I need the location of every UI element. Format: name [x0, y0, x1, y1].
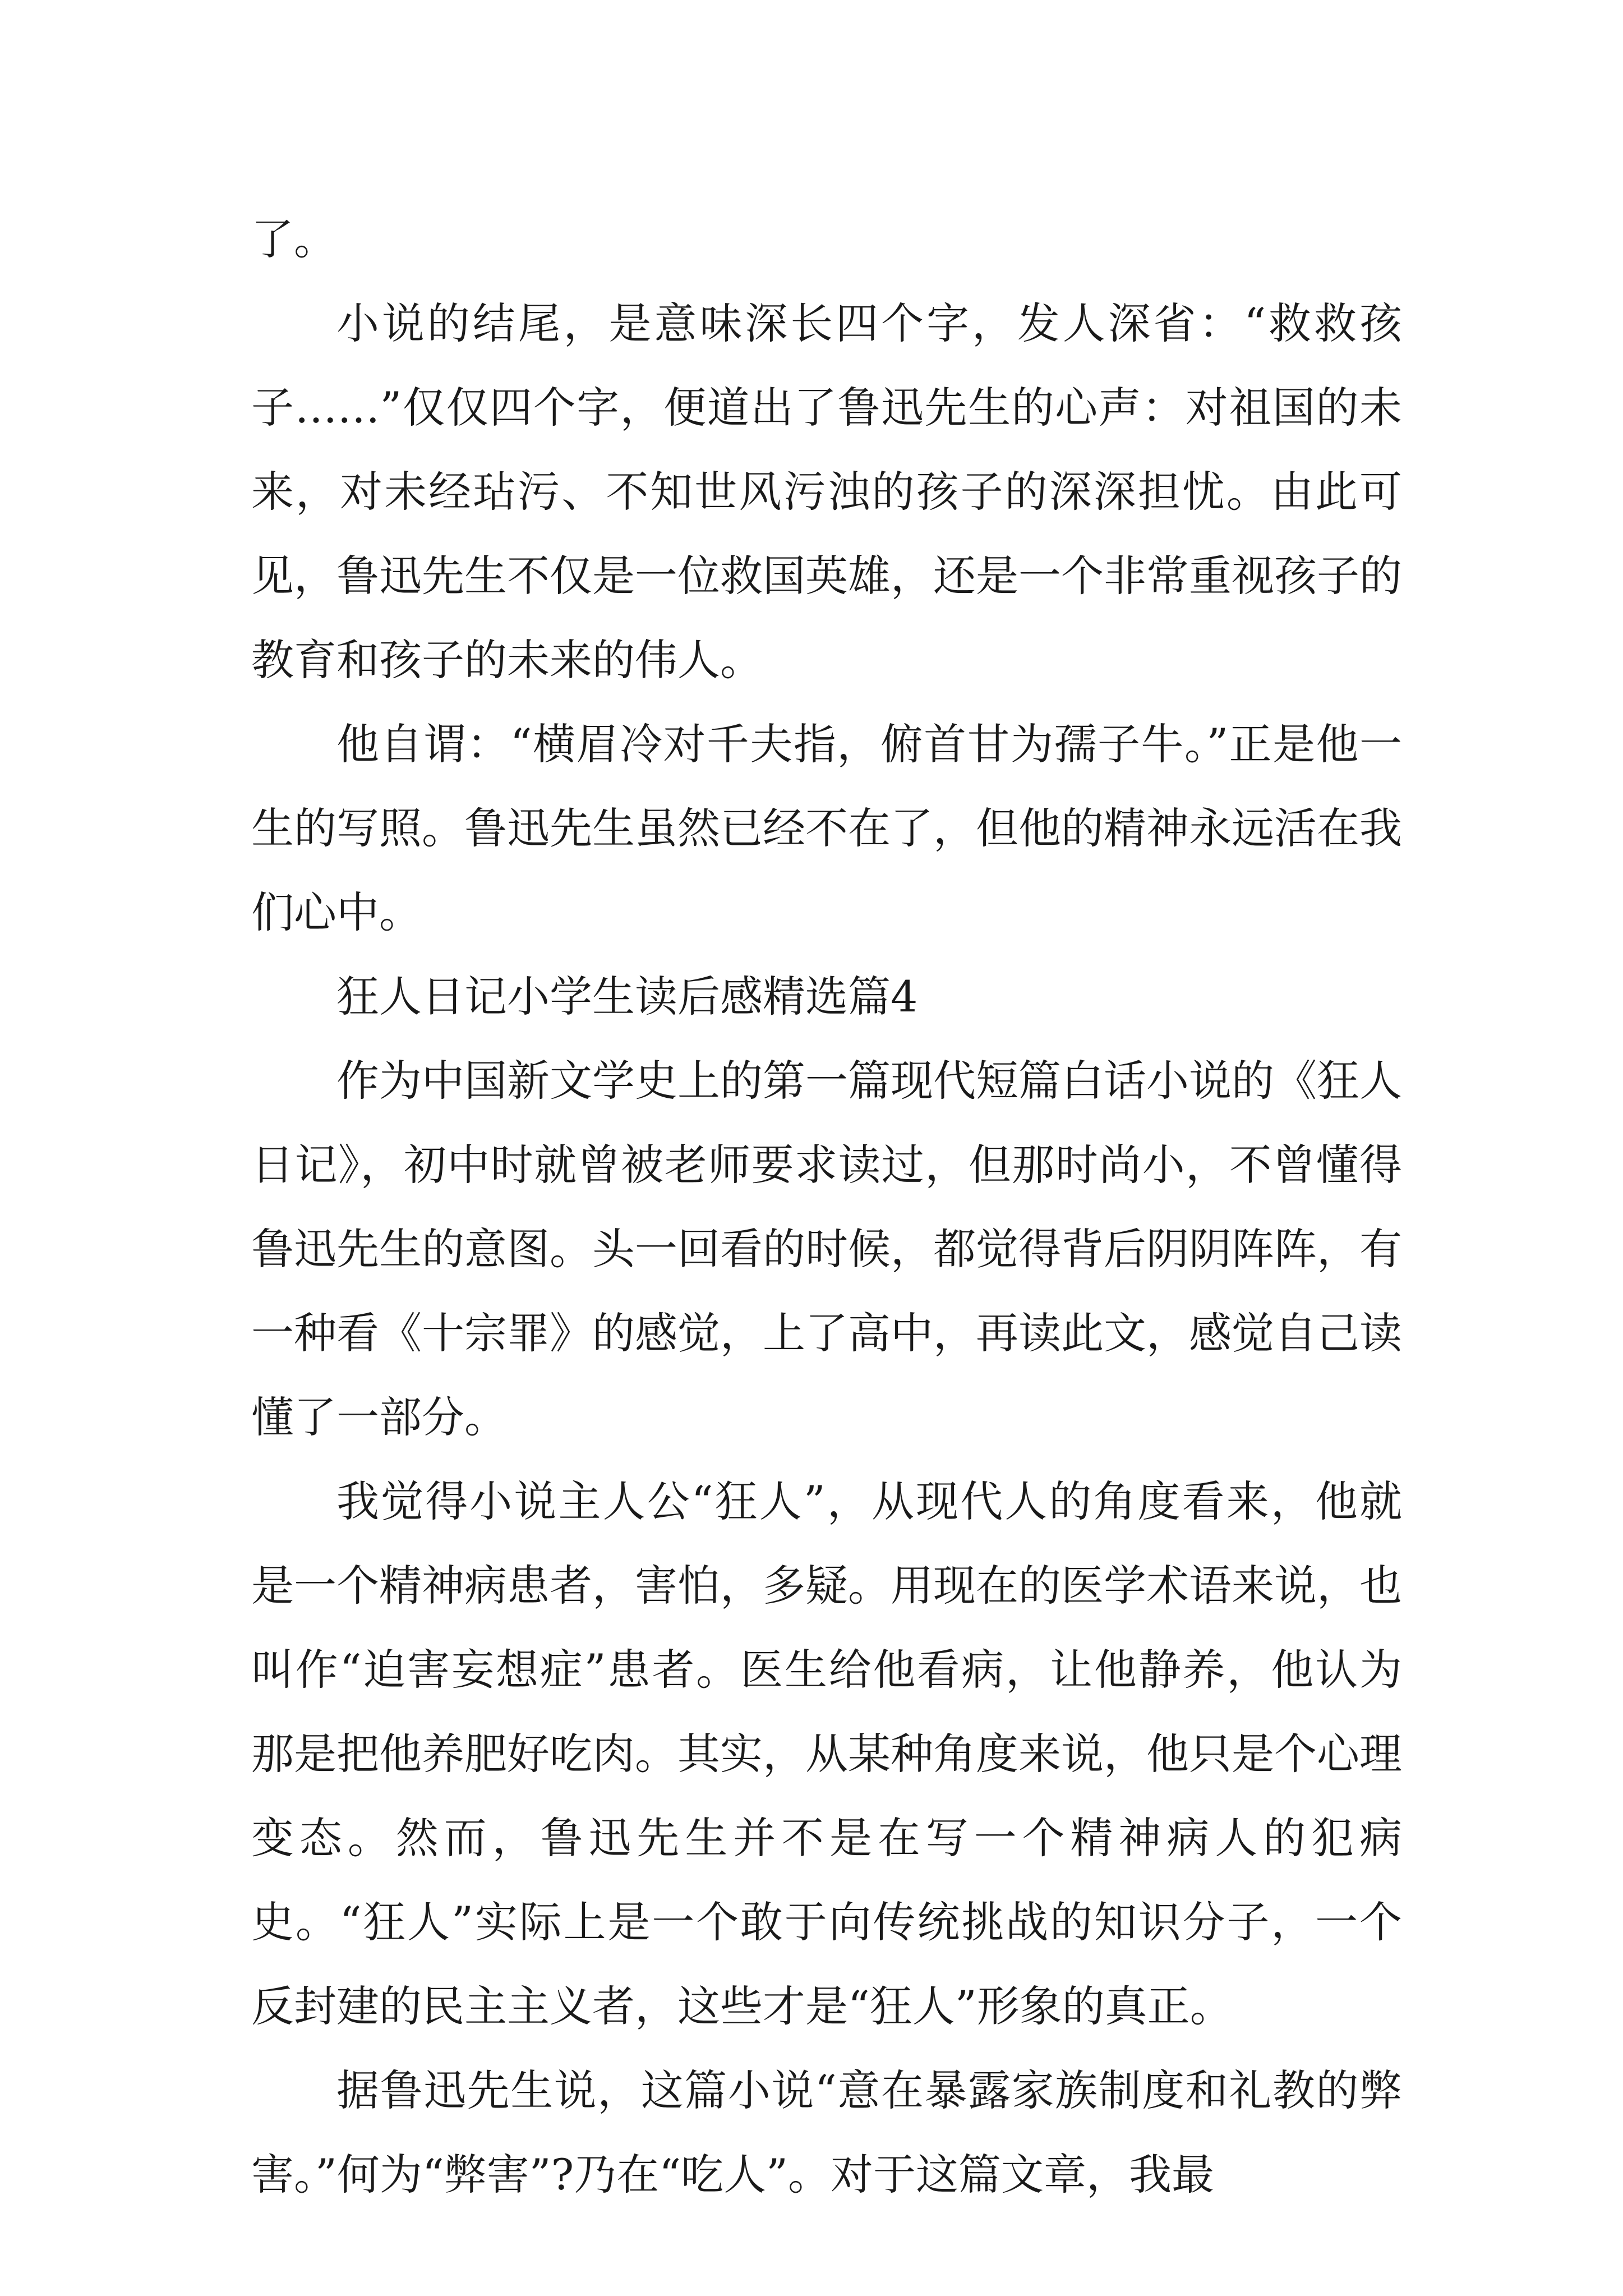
section-heading: 狂人日记小学生读后感精选篇4	[336, 972, 918, 1022]
paragraph-intro: 作为中国新文学史上的第一篇现代短篇白话小说的《狂人日记》，初中时就曾被老师要求读过，但那时尚小，不曾懂得鲁迅先生的意图。头一回看的时候，都觉得背后阴阴阵阵，有一种看《十宗罪》的感觉，上了高中，再读此文，感觉自己读懂了一部分。	[251, 1056, 1402, 1442]
paragraph-harm: 据鲁迅先生说，这篇小说“意在暴露家族制度和礼教的弊害。”何为“弊害”?乃在“吃人”。对于这篇文章，我最	[251, 2065, 1402, 2200]
paragraph-madman: 我觉得小说主人公“狂人”，从现代人的角度看来，他就是一个精神病患者，害怕，多疑。用现在的医学术语来说，也叫作“迫害妄想症”患者。医生给他看病，让他静养，他认为那是把他养肥好吃肉。其实，从某种角度来说，他只是个心理变态。然而，鲁迅先生并不是在写一个精神病人的犯病史。“狂人”实际上是一个敢于向传统挑战的知识分子，一个反封建的民主主义者，这些才是“狂人”形象的真正。	[251, 1476, 1402, 2031]
paragraph-continuation: 了。	[251, 214, 336, 264]
body-text	[251, 197, 1402, 2217]
paragraph-quote: 他自谓：“横眉冷对千夫指，俯首甘为孺子牛。”正是他一生的写照。鲁迅先生虽然已经不在了，但他的精神永远活在我们心中。	[251, 719, 1402, 937]
paragraph-ending-discussion: 小说的结尾，是意味深长四个字，发人深省：“救救孩子……”仅仅四个字，便道出了鲁迅先生的心声：对祖国的未来，对未经玷污、不知世风污浊的孩子的深深担忧。由此可见，鲁迅先生不仅是一位救国英雄，还是一个非常重视孩子的教育和孩子的未来的伟人。	[251, 298, 1402, 685]
